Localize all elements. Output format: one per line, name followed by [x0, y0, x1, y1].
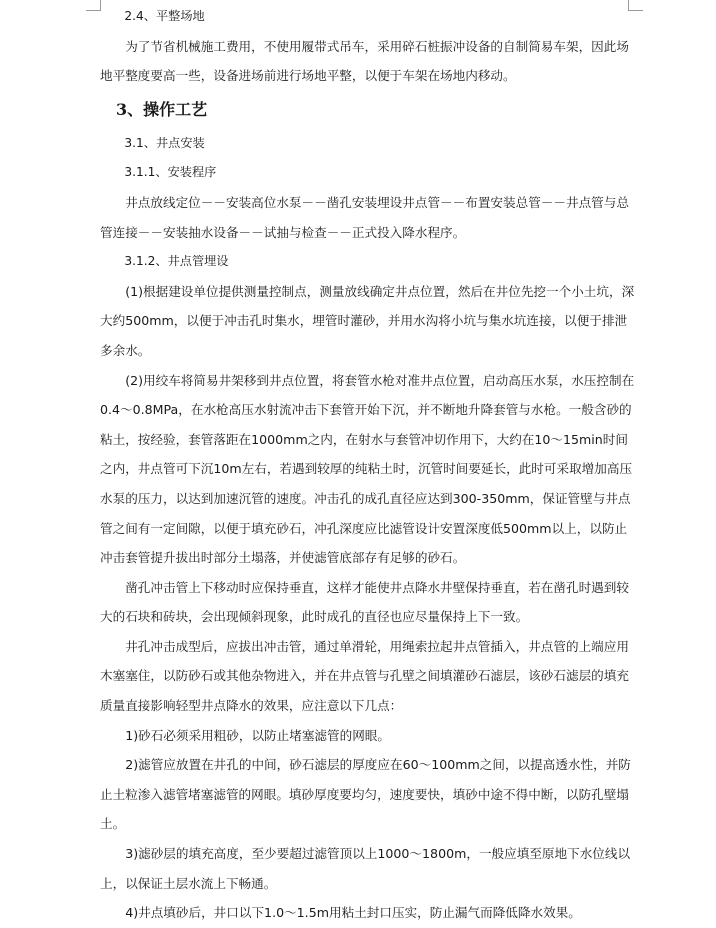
list-item-3: 3)滤砂层的填充高度，至少要超过滤管顶以上1000～1800m，一般应填至原地下水位线以上，以保证土层水流上下畅通。	[100, 846, 631, 891]
paragraph-install-procedure: 井点放线定位－－安装高位水泵－－凿孔安装埋设井点管－－布置安装总管－－井点管与总管连接－－安装抽水设备－－试抽与检查－－正式投入降水程序。	[100, 194, 629, 240]
paragraph-site-leveling: 为了节省机械施工费用，不使用履带式吊车，采用碎石桩振冲设备的自制简易车架，因此场地平整度要高一些，设备进场前进行场地平整，以便于车架在场地内移动。	[100, 38, 629, 84]
page-corner-mark-left	[86, 0, 101, 11]
list-item-2: 2)滤管应放置在井孔的中间，砂石滤层的厚度应在60～100mm之间，以提高透水性，并防止土粒渗入滤管堵塞滤管的网眼。填砂厚度要均匀，速度要快，填砂中途不得中断，以防孔壁塌土。	[100, 757, 631, 832]
list-item-4: 4)井点填砂后，井口以下1.0～1.5m用粘土封口压实，防止漏气而降低降水效果。	[125, 905, 581, 921]
paragraph-vertical: 凿孔冲击管上下移动时应保持垂直，这样才能使井点降水井壁保持垂直，若在凿孔时遇到较大的石块和砖块，会出现倾斜现象，此时成孔的直径也应尽量保持上下一致。	[100, 579, 629, 625]
heading-3-1-1: 3.1.1、安装程序	[124, 165, 217, 180]
heading-3: 3、操作工艺	[116, 99, 208, 119]
list-item-1: 1)砂石必须采用粗砂，以防止堵塞滤管的网眼。	[125, 727, 390, 743]
paragraph-well-forming: 井孔冲击成型后，应拔出冲击管，通过单滑轮，用绳索拉起井点管插入，井点管的上端应用木塞塞住，以防砂石或其他杂物进入，并在井点管与孔壁之间填灌砂石滤层，该砂石滤层的填充质量直接影响轻型井点降水的效果，应注意以下几点：	[100, 638, 629, 714]
paragraph-step-1: (1)根据建设单位提供测量控制点，测量放线确定井点位置，然后在井位先挖一个小土坑，深大约500mm，以便于冲击孔时集水，埋管时灌砂，并用水沟将小坑与集水坑连接，以便于排泄多余水。	[100, 283, 635, 358]
paragraph-step-2: (2)用绞车将简易井架移到井点位置，将套管水枪对准井点位置，启动高压水泵，水压控制在0.4～0.8MPa，在水枪高压水射流冲击下套管开始下沉，并不断地升降套管与水枪。一般含砂的粘土，按经验，套管落距在1000mm之内，在射水与套管冲切作用下，大约在10～15min时间之内，井点管可下沉10m左右，若遇到较厚的纯粘土时，沉管时间要延长，此时可采取增加高压水泵的压力，以达到加速沉管的速度。冲击孔的成孔直径应达到300-350mm，保证管壁与井点管之间有一定间隙，以便于填充砂石，冲孔深度应比滤管设计安置深度低500mm以上，以防止冲击套管提升拔出时部分土塌落，并使滤管底部存有足够的砂石。	[100, 372, 635, 566]
heading-3-1: 3.1、井点安装	[124, 135, 205, 150]
document-body	[100, 0, 636, 928]
heading-3-1-2: 3.1.2、井点管埋设	[124, 254, 229, 269]
heading-2-4: 2.4、平整场地	[124, 9, 205, 23]
